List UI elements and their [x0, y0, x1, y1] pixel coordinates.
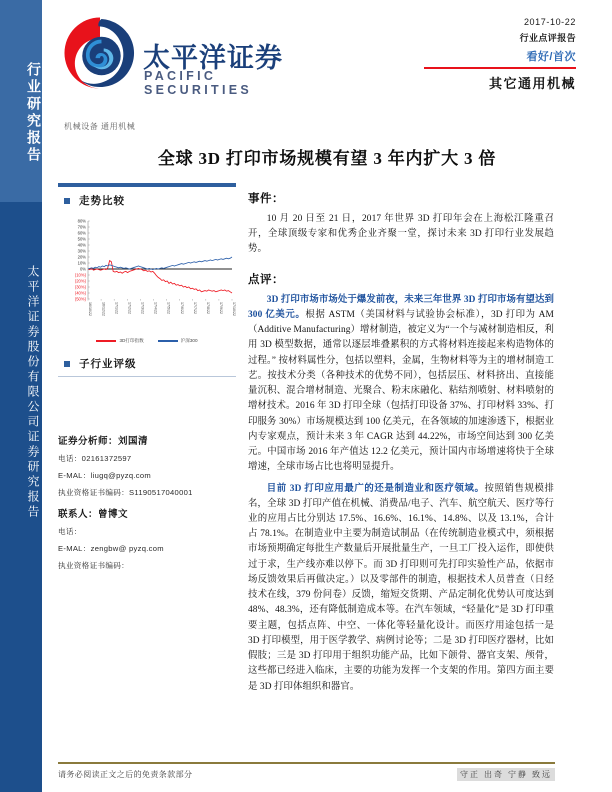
svg-text:(40%): (40%) — [74, 290, 86, 296]
comment-paragraph-1 — [248, 293, 554, 476]
svg-text:(20%): (20%) — [74, 278, 86, 284]
analyst-block — [58, 433, 236, 571]
svg-text:80%: 80% — [77, 218, 86, 224]
contact-name: 联系人：曾博文 — [58, 510, 129, 520]
event-body: 10 月 20 日至 21 日，2017 年世界 3D 打印年会在上海松江隆重召开，全球顶级专家和优秀企业齐聚一堂，探讨未来 3D 打印行业发展趋势。 — [248, 214, 554, 255]
pacific-securities-logo-icon — [63, 16, 137, 90]
svg-text:30%: 30% — [77, 248, 86, 254]
svg-text:70%: 70% — [77, 224, 86, 230]
svg-text:17/3/22: 17/3/22 — [140, 302, 145, 314]
right-column — [248, 190, 554, 695]
svg-text:17/5/22: 17/5/22 — [166, 302, 171, 314]
svg-text:60%: 60% — [77, 230, 86, 236]
contact-email[interactable]: E-MAL：zengbw@ pyzq.com — [58, 544, 164, 553]
footer-disclaimer: 请务必阅读正文之后的免责条款部分 — [58, 770, 193, 779]
contact-license: 执业资格证书编码： — [58, 561, 130, 570]
rating-section-title: 子行业评级 — [79, 359, 137, 370]
header-meta — [386, 17, 576, 92]
svg-text:17/6/22: 17/6/22 — [179, 302, 184, 314]
svg-text:17/2/22: 17/2/22 — [127, 302, 132, 314]
page-footer — [58, 768, 555, 781]
legend-label: 3D打印指数 — [119, 338, 144, 343]
svg-text:16/10/22: 16/10/22 — [88, 302, 93, 316]
logo-chinese-name: 太平洋证券 — [143, 43, 283, 73]
breadcrumb: 机械设备 通用机械 — [64, 122, 136, 131]
logo-english-name: PACIFIC SECURITIES — [144, 69, 253, 97]
header-red-rule — [424, 67, 576, 69]
sector-name: 其它通用机械 — [488, 76, 576, 92]
rating-section-header — [58, 350, 236, 376]
rating-table-placeholder — [58, 377, 236, 429]
event-heading: 事件： — [248, 193, 284, 205]
contact-phone: 电话： — [58, 527, 82, 536]
footer-divider — [58, 762, 555, 764]
paragraph-lead-1: 3D 打印市场市场处于爆发前夜，未来三年世界 3D 打印市场有望达到 300 亿美元。 — [248, 294, 554, 320]
paragraph-lead-2: 目前 3D 打印应用最广的还是制造业和医疗领域。 — [266, 483, 485, 494]
svg-text:17/1/22: 17/1/22 — [114, 302, 119, 314]
svg-text:40%: 40% — [77, 242, 86, 248]
trend-section-title: 走势比较 — [79, 196, 125, 207]
trend-comparison-chart — [58, 215, 236, 337]
paragraph-body-2: 按照销售规模排名，全球 3D 打印产值在机械、消费品/电子、汽车、航空航天、医疗等行业的应用占比分别达 17.5%、16.6%、16.1%、14.8%、以及 13.1%，合计占 78.1%。在制造业中主要为制造试制品（在传统制造业模式中，须根据市场预期确定每批生产数量后开展批量生产，一旦工厂投入运作，即使供过于求，生产线亦难以停下。而 3D 打印则可先打印实验性产品，依据市场反馈效果后再做决定。）以及零部件的制造，根据技术人员普查（日经技术在线，379 份问卷）反馈，缩短交货期、产品定制化优势认可度达到 48%、48.3%，还有降低制造成本等。在汽车领域，“轻量化”是 3D 打印重要主题，包括点阵、中空、一体化等轻量化设计。而医疗用途包括一是 3D 打印模型，用于医学教学、病例讨论等；二是 3D 打印医疗器材，比如假肢；三是 3D 打印用于组织功能产品，比如下颌骨、器官支架、颅骨，这些都已经进入临床，主要的功能为发挥一个支架的作用。第四方面主要是 3D 打印体组织和器官。 — [248, 483, 554, 692]
legend-item-1 — [158, 338, 198, 344]
legend-label: 沪深300 — [180, 338, 198, 343]
analyst-license: 执业资格证书编码：S1190517040001 — [58, 488, 193, 497]
rating-badge: 看好/首次 — [526, 51, 576, 63]
bullet-square-icon — [64, 361, 70, 367]
svg-text:16/12/22: 16/12/22 — [101, 302, 106, 316]
sidebar-top-label: 行业研究报告 — [25, 62, 40, 164]
report-date: 2017-10-22 — [523, 17, 576, 27]
company-logo — [63, 14, 288, 97]
legend-item-0 — [96, 338, 143, 344]
trend-section-header — [58, 187, 236, 213]
sidebar-bottom-label: 太平洋证券股份有限公司证券研究报告 — [26, 264, 40, 520]
legend-line-icon — [158, 340, 178, 341]
svg-text:17/10/22: 17/10/22 — [232, 302, 236, 316]
svg-text:(50%): (50%) — [74, 296, 86, 302]
bullet-square-icon — [64, 198, 70, 204]
svg-text:10%: 10% — [77, 260, 86, 266]
comment-paragraph-2 — [248, 482, 554, 695]
left-column — [58, 183, 236, 577]
svg-text:0%: 0% — [79, 266, 86, 272]
analyst-name: 证券分析师：刘国清 — [58, 437, 149, 447]
page-title: 全球 3D 打印市场规模有望 3 年内扩大 3 倍 — [157, 149, 497, 168]
trend-chart-svg — [58, 215, 236, 327]
report-type: 行业点评报告 — [519, 33, 576, 43]
svg-text:17/9/22: 17/9/22 — [219, 302, 224, 314]
analyst-email[interactable]: E-MAL：liugq@pyzq.com — [58, 471, 152, 480]
svg-text:17/8/22: 17/8/22 — [206, 302, 211, 314]
footer-motto: 守正 出奇 宁静 致远 — [457, 768, 555, 781]
svg-text:(30%): (30%) — [74, 284, 86, 290]
svg-text:(10%): (10%) — [74, 272, 86, 278]
svg-text:17/4/22: 17/4/22 — [153, 302, 158, 314]
paragraph-body-1: 根据 ASTM（美国材料与试验协会标准），3D 打印为 AM（Additive Manufacturing）增材制造，被定义为“一个与减材制造相反，利用 3D 模型数据，通常以逐层堆叠累积的方式将材料连接起来构造物体的过程。” 按材料属性分，包括以塑料，金属，生物材料等为主的增材制造工艺。按技术分类（各种技术的优势不同），包括层压、材料挤出、直接能量沉积、混合增材制造、光聚合、粉末床融化、粘结剂喷射、材料喷射的增材技术。2016 年 3D 打印全球（包括打印设备 37%、打印材料 33%、打印服务 30%）市场规模达到 100 亿美元，在各领域的加速渗透下，根据业内专家观点，预计未来 3 年 CAGR 达到 44.22%，市场空间达到 300 亿美元。中国市场 2016 年产值达 12.2 亿美元，预计国内市场增速将快于全球增速，全球市场占比也将明显提升。 — [248, 309, 554, 473]
left-sidebar — [0, 0, 42, 792]
comment-heading: 点评： — [248, 273, 284, 286]
svg-text:17/7/22: 17/7/22 — [192, 302, 197, 314]
analyst-phone: 电话：02161372597 — [58, 454, 132, 463]
legend-line-icon — [96, 340, 116, 341]
svg-text:50%: 50% — [77, 236, 86, 242]
svg-text:20%: 20% — [77, 254, 86, 260]
